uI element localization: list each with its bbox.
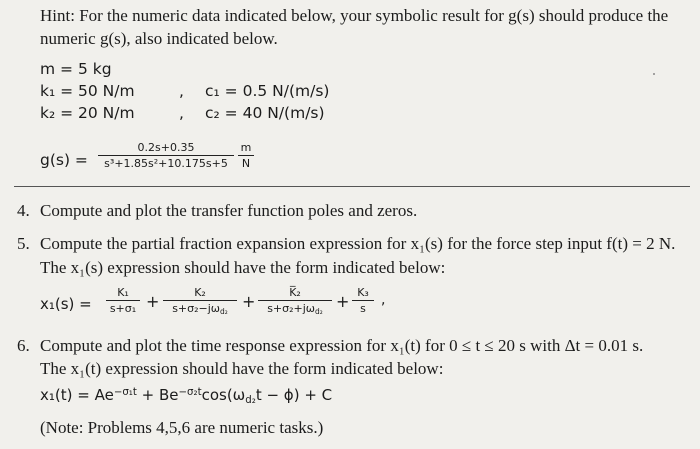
pfe-trailing-comma: , [381,292,386,308]
problem-6-line-1: Compute and plot the time response expression for x₁(t) for 0 ≤ t ≤ 20 s with Δt = 0.01 s. [40,336,644,355]
plus-3: + [336,292,350,311]
param-sep-1: , [179,82,184,100]
pfe-term-4-den: s [360,302,366,315]
gs-denominator: s³+1.85s²+10.175s+5 [104,157,228,170]
problem-4-number: 4. [17,201,30,220]
problem-6-line-2: The x₁(t) expression should have the form indicated below: [40,359,444,378]
gs-lhs: g(s) = [40,151,88,169]
pfe-term-2-den: $s+\sigma_2-j\omega_{d_2}$ [172,302,228,317]
gs-fraction [98,141,234,170]
gs-numerator: 0.2s+0.35 [98,141,234,156]
hint-line-2: numeric g(s), also indicated below. [40,29,278,48]
param-m: m = 5 kg [40,60,112,78]
speck-mark [653,73,655,75]
pfe-term-4-num: K₃ [352,286,374,301]
hint-line-1: Hint: For the numeric data indicated below, your symbolic result for g(s) should produce the [40,6,669,25]
pfe-term-2-num: K₂ [163,286,237,301]
x1s-lhs: x₁(s) = [40,295,92,313]
gs-unit-den: N [241,157,251,170]
pfe-term-1 [106,286,140,315]
pfe-term-3 [258,286,332,316]
problem-6-number: 6. [17,336,30,355]
gs-unit-num: m [238,141,254,156]
pfe-term-2 [163,286,237,316]
section-divider [14,186,690,187]
param-c1: c₁ = 0.5 N/(m/s) [205,82,330,100]
pfe-term-1-den: s+σ₁ [109,302,137,315]
problem-5-line-2: The x₁(s) expression should have the form indicated below: [40,258,446,277]
param-k2: k₂ = 20 N/m [40,104,135,122]
plus-2: + [242,292,256,311]
pfe-term-3-num: K̅₂ [258,286,332,301]
plus-1: + [146,292,160,311]
problem-4-text: Compute and plot the transfer function poles and zeros. [40,201,418,220]
pfe-term-4 [352,286,374,315]
note-text: (Note: Problems 4,5,6 are numeric tasks.) [40,418,324,437]
param-c2: c₂ = 40 N/(m/s) [205,104,325,122]
gs-unit [238,141,254,170]
pfe-term-1-num: K₁ [106,286,140,301]
param-sep-2: , [179,104,184,122]
problem-5-number: 5. [17,234,30,253]
pfe-term-3-den: $s+\sigma_2+j\omega_{d_2}$ [267,302,323,317]
problem-5-line-1: Compute the partial fraction expansion expression for x₁(s) for the force step input f(t) = 2 N. [40,234,676,253]
x1t-expression: $x_1(t) = Ae^{-\sigma_1t} + Be^{-\sigma_2t}\cos(\omega_{d_2}t - \phi) + C$ [40,386,333,407]
param-k1: k₁ = 50 N/m [40,82,135,100]
